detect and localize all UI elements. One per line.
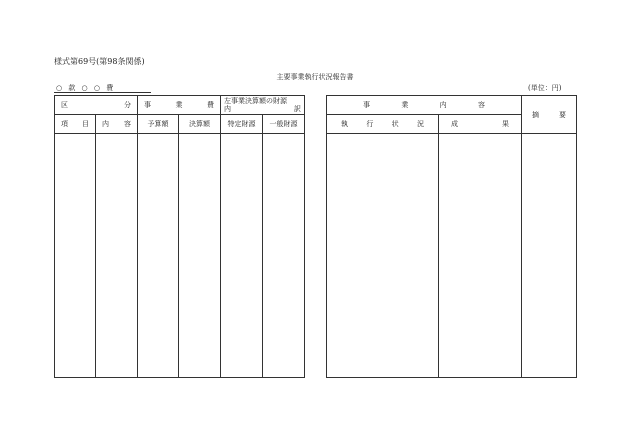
cell-tokutei-zaigen[interactable] — [221, 134, 263, 378]
header-kubun: 区 分 — [55, 96, 138, 115]
header-jigyou-naiyou: 事 業 内 容 — [327, 96, 522, 115]
header-jigyouhi: 事 業 費 — [138, 96, 221, 115]
section-label: ○ 款 ○ ○ 費 — [56, 84, 116, 92]
cell-seika[interactable] — [439, 134, 522, 378]
header-seika: 成 果 — [439, 115, 522, 134]
header-kessangaku: 決算額 — [179, 115, 221, 134]
header-zaigen-uchiwake: 左事業決算額の財源 内 訳 — [221, 96, 305, 115]
left-table — [54, 95, 305, 378]
header-yosangaku: 予算額 — [138, 115, 179, 134]
header-ippan-zaigen: 一般財源 — [263, 115, 305, 134]
cell-naiyou[interactable] — [96, 134, 138, 378]
form-number: 様式第69号(第98条関係) — [54, 57, 145, 66]
header-naiyou: 内 容 — [96, 115, 138, 134]
header-koumoku: 項 目 — [55, 115, 96, 134]
cell-yosangaku[interactable] — [138, 134, 179, 378]
cell-tekiyou[interactable] — [522, 134, 577, 378]
cell-kessangaku[interactable] — [179, 134, 221, 378]
unit-label: (単位：円) — [528, 84, 562, 92]
header-shikkou-joukyou: 執 行 状 況 — [327, 115, 439, 134]
cell-shikkou-joukyou[interactable] — [327, 134, 439, 378]
section-underline — [54, 92, 151, 93]
cell-koumoku[interactable] — [55, 134, 96, 378]
cell-ippan-zaigen[interactable] — [263, 134, 305, 378]
header-tekiyou: 摘 要 — [522, 96, 577, 134]
right-table — [326, 95, 577, 378]
header-tokutei-zaigen: 特定財源 — [221, 115, 263, 134]
document-title: 主要事業執行状況報告書 — [276, 73, 354, 81]
